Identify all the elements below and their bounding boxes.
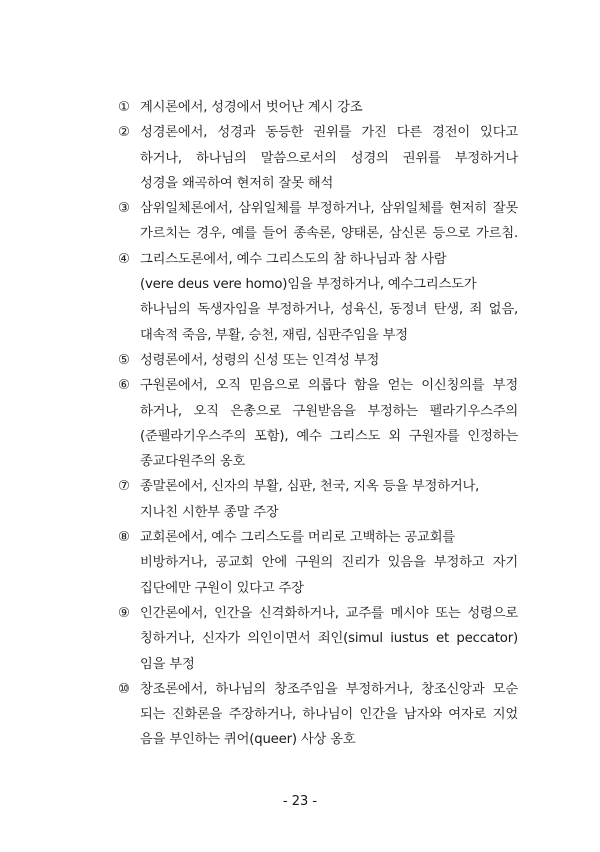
list-item-line [118,95,518,120]
list-item-text: 되는 진화론을 주장하거나, 하나님이 인간을 남자와 여자로 지었 [140,707,518,723]
list-item-number: ⑩ [118,681,130,697]
list-item-text: 종교다원주의 옹호 [140,454,246,470]
list-item [118,474,518,525]
list-item-line [118,500,518,525]
list-item-text: 임을 부정 [140,656,195,672]
list-item-line [118,727,518,752]
list-item-number: ① [118,100,130,115]
list-item-line [118,576,518,601]
list-item-line [118,221,518,246]
list-item-text: 계시론에서, 성경에서 벗어난 계시 강조 [140,100,363,115]
list-item [118,247,518,348]
list-item-line [118,652,518,677]
list-item-text: 음을 부인하는 퀴어(queer) 사상 옹호 [140,732,356,748]
list-item [118,601,518,677]
list-item [118,677,518,753]
list-item-line [118,474,518,499]
list-item-line [118,626,518,651]
list-item [118,196,518,247]
list-item-text: 구원론에서, 오직 믿음으로 의롭다 함을 얻는 이신칭의를 부정 [140,378,518,394]
list-item-number: ⑥ [118,378,130,394]
list-item-text: 성령론에서, 성령의 신성 또는 인격성 부정 [140,352,380,368]
list-item-text: 성경을 왜곡하여 현저히 잘못 해석 [140,175,334,191]
list-item-text: 성경론에서, 성경과 동등한 권위를 가진 다른 경전이 있다고 [140,125,518,141]
list-item-line [118,171,518,196]
list-item-text: 그리스도론에서, 예수 그리스도의 참 하나님과 참 사람 [140,251,447,267]
list-item-number: ⑧ [118,530,130,546]
list-item-text: 대속적 죽음, 부활, 승천, 재림, 심판주임을 부정 [140,327,408,343]
list-item-number: ⑦ [118,479,130,495]
list-item-number: ⑤ [118,352,130,368]
list-item-number: ④ [118,251,130,267]
list-item-line [118,373,518,398]
list-item [118,525,518,601]
list-item-text: 하거나, 하나님의 말씀으로서의 성경의 권위를 부정하거나 [140,150,518,166]
list-item-text: 인간론에서, 인간을 신격화하거나, 교주를 메시야 또는 성령으로 [140,605,518,621]
list-item-text: (준펠라기우스주의 포함), 예수 그리스도 외 구원자를 인정하는 [140,428,518,444]
list-item-text: 비방하거나, 공교회 안에 구원의 진리가 있음을 부정하고 자기 [140,555,518,571]
list-item-text: 하나님의 독생자임을 부정하거나, 성육신, 동정녀 탄생, 죄 없음, [140,302,518,318]
list-item [118,95,518,120]
list-item-text: (vere deus vere homo)임을 부정하거나, 예수그리스도가 [140,277,477,293]
list-item-line [118,297,518,322]
doctrine-list [118,95,518,753]
page-number: - 23 - [282,794,318,809]
list-item-line [118,677,518,702]
list-item-text: 종말론에서, 신자의 부활, 심판, 천국, 지옥 등을 부정하거나, [140,479,480,495]
list-item-line [118,424,518,449]
list-item-text: 하거나, 오직 은총으로 구원받음을 부정하는 펠라기우스주의 [140,403,518,419]
list-item-number: ② [118,125,130,141]
list-item-text: 칭하거나, 신자가 의인이면서 죄인(simul iustus et peccator) [140,631,518,647]
list-item-line [118,702,518,727]
list-item-text: 교회론에서, 예수 그리스도를 머리로 고백하는 공교회를 [140,530,455,546]
list-item [118,348,518,373]
list-item-line [118,323,518,348]
list-item [118,120,518,196]
list-item-number: ③ [118,201,130,217]
list-item-number: ⑨ [118,605,130,621]
list-item-line [118,146,518,171]
list-item-line [118,196,518,221]
list-item-line [118,449,518,474]
list-item-line [118,272,518,297]
list-item-text: 삼위일체론에서, 삼위일체를 부정하거나, 삼위일체를 현저히 잘못 [140,201,518,217]
list-item-line [118,399,518,424]
list-item-line [118,120,518,145]
list-item-line [118,247,518,272]
list-item [118,373,518,474]
list-item-line [118,601,518,626]
list-item-text: 가르치는 경우, 예를 들어 종속론, 양태론, 삼신론 등으로 가르침. [140,226,518,242]
list-item-line [118,550,518,575]
list-item-line [118,348,518,373]
list-item-text: 창조론에서, 하나님의 창조주임을 부정하거나, 창조신앙과 모순 [140,681,518,697]
list-item-text: 지나친 시한부 종말 주장 [140,504,279,520]
list-item-text: 집단에만 구원이 있다고 주장 [140,580,304,596]
list-item-line [118,525,518,550]
